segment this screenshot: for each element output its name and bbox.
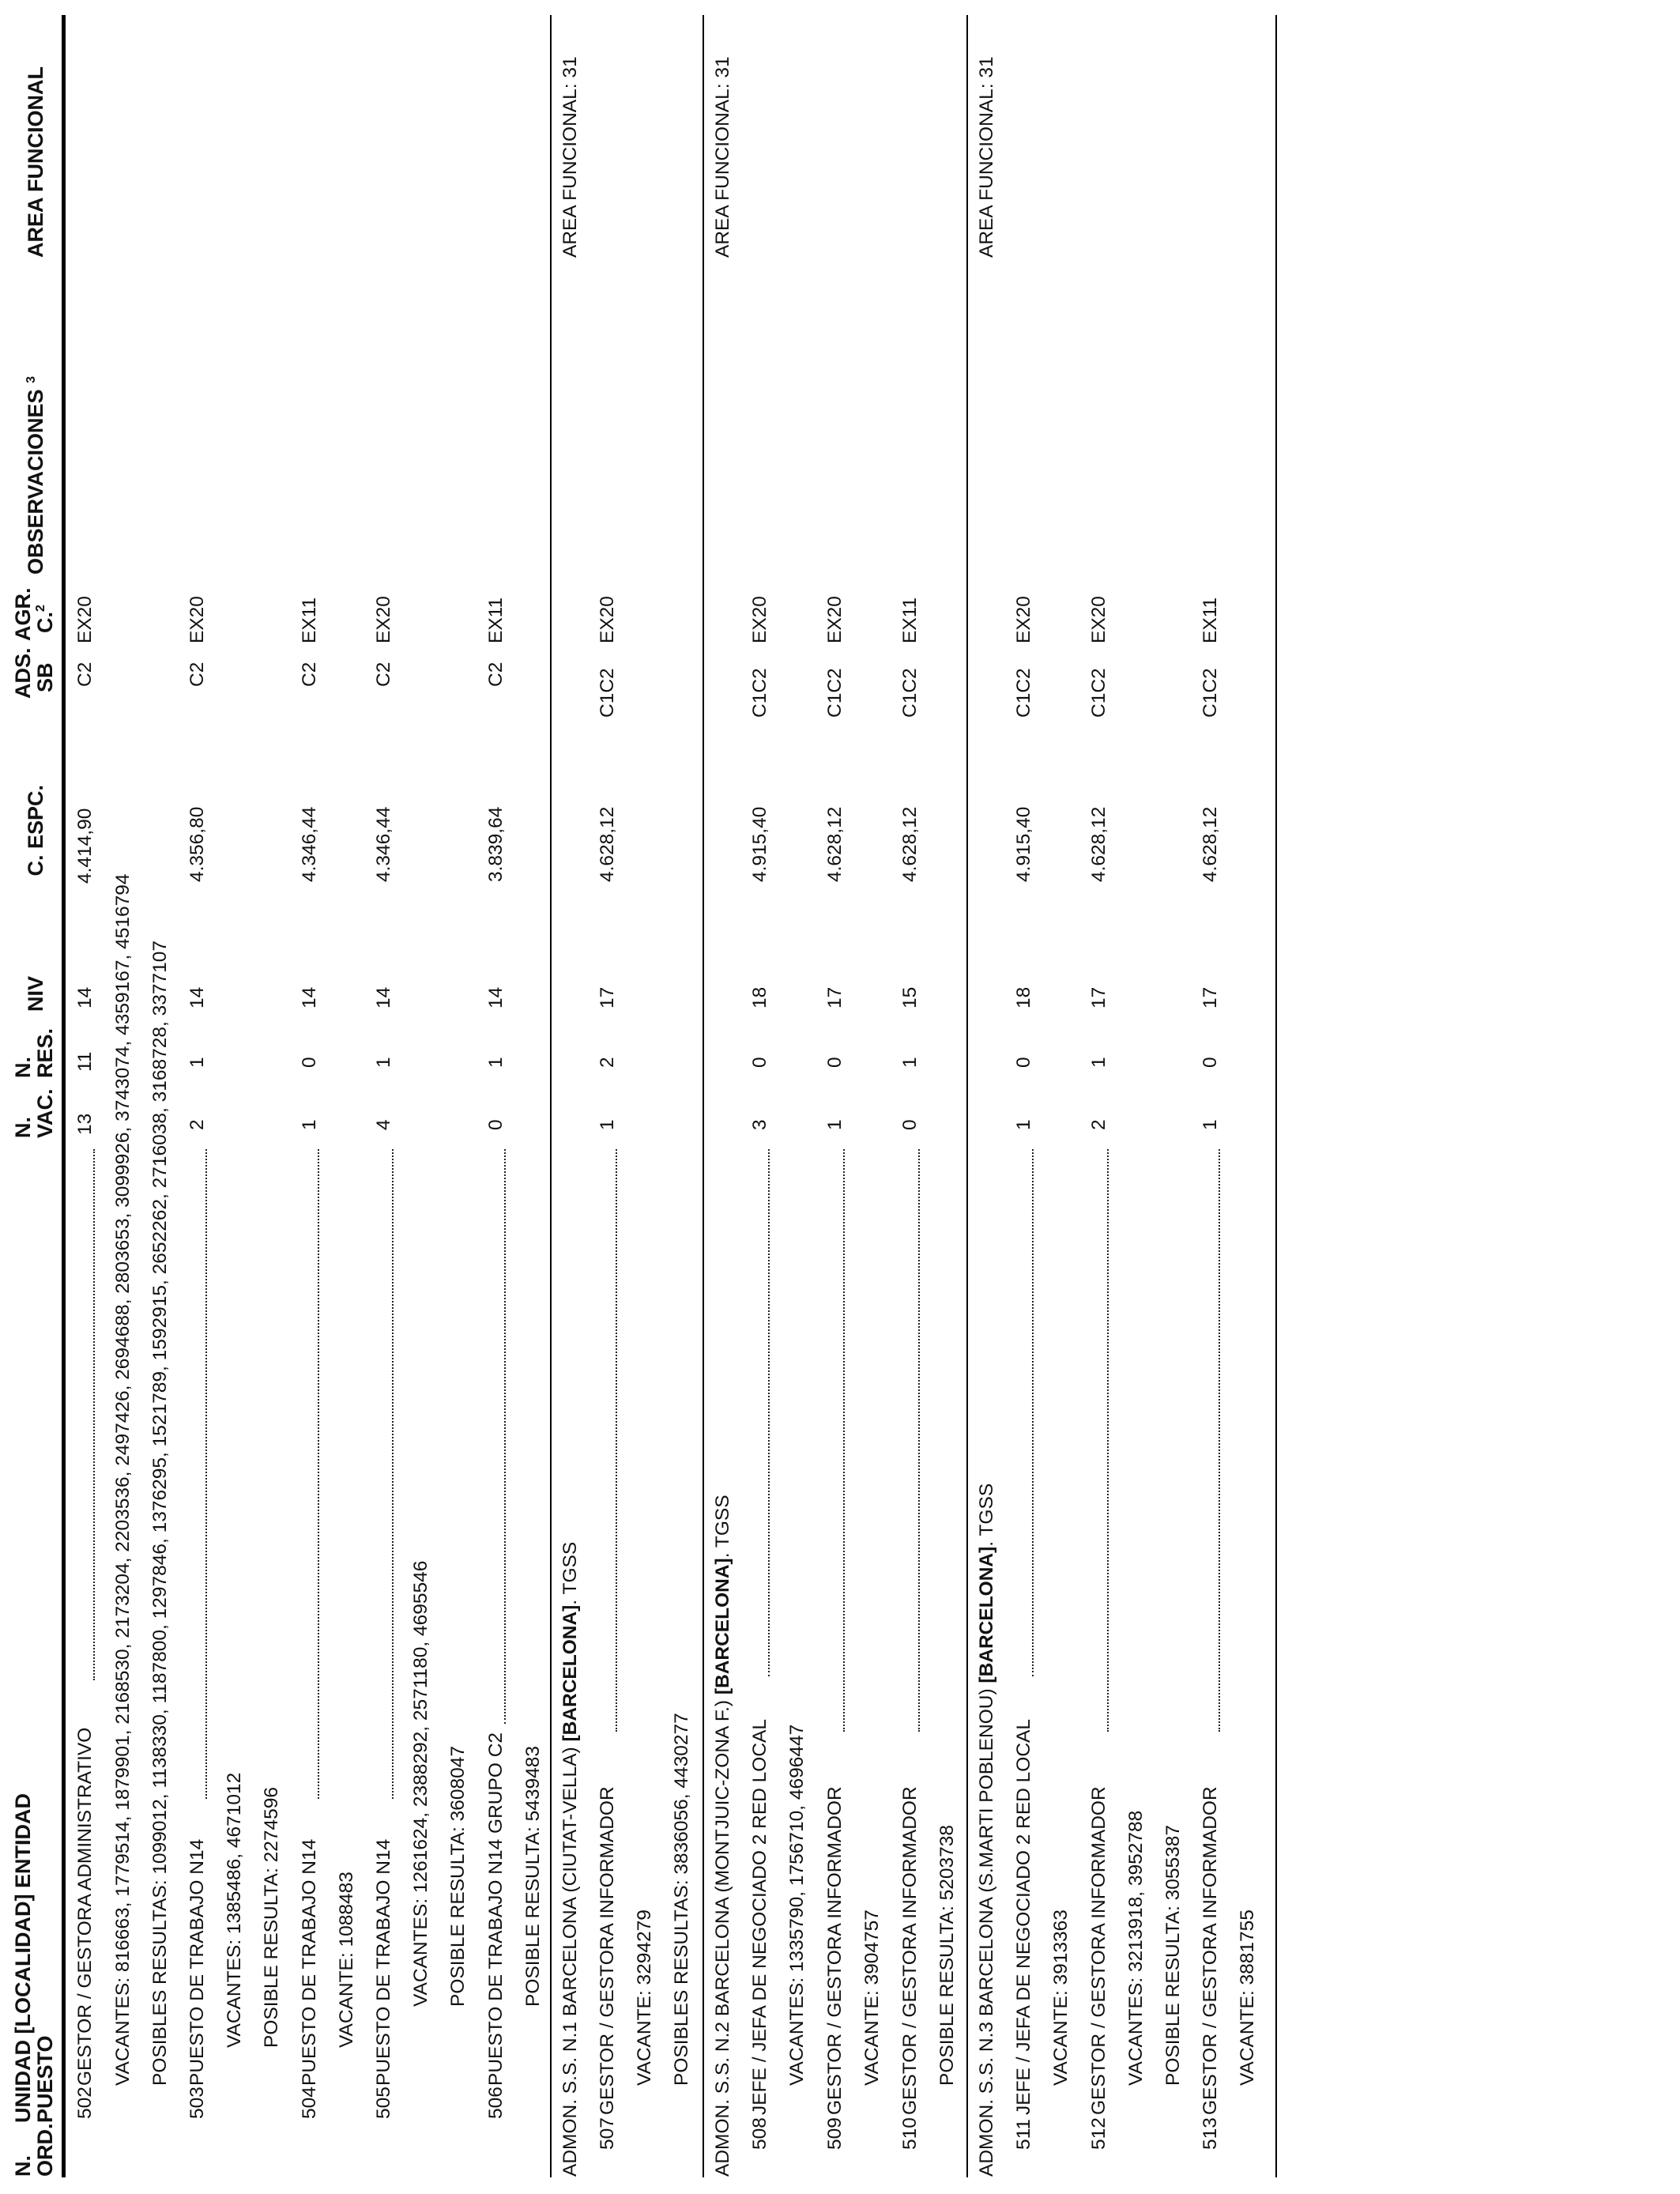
vacantes-line: VACANTE: 1088483 xyxy=(336,1872,357,2048)
row-vac: 4 xyxy=(373,1119,394,1130)
row-ads: C2 xyxy=(299,662,320,687)
row-title: JEFE / JEFA DE NEGOCIADO 2 RED LOCAL xyxy=(749,1718,770,2115)
row-ads: C1C2 xyxy=(1200,668,1221,718)
row-niv: 14 xyxy=(186,986,208,1008)
row-vac: 1 xyxy=(597,1119,618,1130)
row-title: GESTOR / GESTORA INFORMADOR xyxy=(899,1786,921,2115)
row-cesp: 4.628,12 xyxy=(597,806,618,882)
header-agr-2: C.$^2$ xyxy=(33,605,57,633)
row-title: GESTOR / GESTORA INFORMADOR xyxy=(597,1786,618,2115)
header-unidad-1: UNIDAD [LOCALIDAD] ENTIDAD xyxy=(11,1793,35,2123)
area-funcional: AREA FUNCIONAL: 31 xyxy=(559,56,581,258)
row-niv: 17 xyxy=(597,986,618,1008)
header-rule xyxy=(62,15,66,2177)
row-agr: EX20 xyxy=(749,596,770,643)
row-agr: EX11 xyxy=(1200,597,1221,643)
row-vac: 3 xyxy=(749,1119,770,1130)
posibles-line: POSIBLE RESULTA: 5203738 xyxy=(936,1824,958,2086)
header-agr-1: AGR. xyxy=(11,587,35,641)
area-funcional: AREA FUNCIONAL: 31 xyxy=(976,56,997,258)
row-ads: C1C2 xyxy=(749,668,770,718)
row-vac: 1 xyxy=(1200,1119,1221,1130)
row-agr: EX20 xyxy=(1013,596,1034,643)
vacantes-line: VACANTE: 3294279 xyxy=(634,1909,655,2086)
posibles-line: POSIBLES RESULTAS: 3836056, 4430277 xyxy=(671,1713,692,2086)
dot-leader xyxy=(768,1149,770,1676)
header-res-1: N. xyxy=(11,1057,35,1078)
row-title: GESTOR / GESTORA INFORMADOR xyxy=(1200,1786,1221,2115)
row-num: 503 xyxy=(186,2087,208,2119)
row-res: 1 xyxy=(373,1057,394,1068)
vacantes-line: VACANTES: 1261624, 2388292, 2571180, 4695546 xyxy=(410,1560,431,2007)
vacantes-line: VACANTES: 816663, 1779514, 1879901, 2168530, 2173204, 2203536, 2497426, 2694688, 2803653, 3099926, 3743074, 4359167, 4516794 xyxy=(112,873,134,2086)
row-res: 0 xyxy=(1200,1057,1221,1068)
dot-leader xyxy=(1107,1149,1109,1732)
row-title: PUESTO DE TRABAJO N14 xyxy=(373,1838,394,2086)
unit-heading: ADMON. S.S. N.3 BARCELONA (S.MARTI POBLENOU) [BARCELONA]. TGSS xyxy=(976,1483,997,2177)
row-agr: EX11 xyxy=(899,597,921,643)
vacantes-line: VACANTE: 3913363 xyxy=(1050,1909,1072,2086)
header-res-2: RES. xyxy=(33,1027,57,1078)
dot-leader xyxy=(392,1149,394,1799)
row-num: 513 xyxy=(1200,2117,1221,2150)
header-vac-2: VAC. xyxy=(33,1088,57,1138)
row-vac: 0 xyxy=(485,1119,507,1130)
row-res: 1 xyxy=(1088,1057,1109,1068)
table-end-rule xyxy=(1275,15,1277,2177)
vacantes-line: VACANTES: 3213918, 3952788 xyxy=(1125,1810,1147,2086)
row-res: 0 xyxy=(824,1057,846,1068)
row-agr: EX11 xyxy=(485,597,507,643)
dot-leader xyxy=(504,1149,506,1724)
row-num: 512 xyxy=(1088,2117,1109,2150)
row-agr: EX20 xyxy=(373,596,394,643)
section-divider xyxy=(966,15,968,2177)
row-agr: EX20 xyxy=(186,596,208,643)
row-title: GESTOR / GESTORA INFORMADOR xyxy=(1088,1786,1109,2115)
row-vac: 0 xyxy=(899,1119,921,1130)
row-title: JEFE / JEFA DE NEGOCIADO 2 RED LOCAL xyxy=(1013,1718,1034,2115)
header-niv: NIV xyxy=(24,975,47,1012)
row-num: 505 xyxy=(373,2087,394,2119)
posibles-line: POSIBLE RESULTA: 3608047 xyxy=(447,1745,469,2007)
area-funcional: AREA FUNCIONAL: 31 xyxy=(712,56,733,258)
row-cesp: 4.356,80 xyxy=(186,806,208,882)
row-vac: 13 xyxy=(74,1113,96,1135)
header-obs: OBSERVACIONES $^3$ xyxy=(24,376,47,575)
posibles-line: POSIBLE RESULTA: 2274596 xyxy=(261,1786,282,2048)
vacantes-line: VACANTES: 1385486, 4671012 xyxy=(224,1772,245,2048)
row-num: 504 xyxy=(299,2087,320,2119)
dot-leader xyxy=(205,1149,207,1799)
row-cesp: 4.628,12 xyxy=(899,806,921,882)
row-ads: C2 xyxy=(485,662,507,687)
row-res: 1 xyxy=(899,1057,921,1068)
row-cesp: 4.414,90 xyxy=(74,808,96,884)
row-title: GESTOR / GESTORA ADMINISTRATIVO xyxy=(74,1727,96,2086)
row-niv: 17 xyxy=(1200,986,1221,1008)
row-res: 2 xyxy=(597,1057,618,1068)
row-res: 1 xyxy=(485,1057,507,1068)
row-niv: 14 xyxy=(373,986,394,1008)
row-title: PUESTO DE TRABAJO N14 GRUPO C2 xyxy=(485,1732,507,2086)
row-res: 1 xyxy=(186,1057,208,1068)
vacantes-line: VACANTES: 1335790, 1756710, 4696447 xyxy=(786,1724,808,2086)
row-title: PUESTO DE TRABAJO N14 xyxy=(299,1838,320,2086)
row-res: 11 xyxy=(74,1051,96,1072)
row-num: 510 xyxy=(899,2117,921,2150)
row-ads: C2 xyxy=(186,662,208,687)
posibles-line: POSIBLE RESULTA: 5439483 xyxy=(522,1745,544,2007)
header-ord-2: ORD. xyxy=(33,2123,57,2177)
row-cesp: 4.628,12 xyxy=(1200,806,1221,882)
dot-leader xyxy=(93,1149,95,1680)
row-agr: EX20 xyxy=(824,596,846,643)
dot-leader xyxy=(1032,1149,1034,1676)
row-niv: 18 xyxy=(1013,986,1034,1008)
row-res: 0 xyxy=(299,1057,320,1068)
row-vac: 1 xyxy=(824,1119,846,1130)
dot-leader xyxy=(843,1149,845,1732)
row-vac: 2 xyxy=(186,1119,208,1130)
row-niv: 18 xyxy=(749,986,770,1008)
row-cesp: 4.346,44 xyxy=(299,806,320,882)
row-agr: EX20 xyxy=(597,596,618,643)
row-cesp: 4.915,40 xyxy=(1013,806,1034,882)
row-ads: C2 xyxy=(74,662,96,687)
row-num: 502 xyxy=(74,2087,96,2119)
header-ads-2: SB xyxy=(33,662,57,692)
dot-leader xyxy=(918,1149,920,1732)
row-niv: 14 xyxy=(299,986,320,1008)
unit-heading: ADMON. S.S. N.2 BARCELONA (MONTJUIC-ZONA F.) [BARCELONA]. TGSS xyxy=(712,1495,733,2177)
row-niv: 17 xyxy=(1088,986,1109,1008)
row-ads: C1C2 xyxy=(899,668,921,718)
header-ord-1: N. xyxy=(11,2155,35,2177)
posibles-line: POSIBLE RESULTA: 3055387 xyxy=(1162,1824,1184,2086)
row-cesp: 3.839,64 xyxy=(485,806,507,882)
row-num: 507 xyxy=(597,2117,618,2150)
row-title: PUESTO DE TRABAJO N14 xyxy=(186,1838,208,2086)
row-res: 0 xyxy=(1013,1057,1034,1068)
header-unidad-2: PUESTO xyxy=(33,2035,57,2123)
dot-leader xyxy=(318,1149,319,1799)
row-agr: EX11 xyxy=(299,597,320,643)
row-vac: 1 xyxy=(1013,1119,1034,1130)
row-niv: 17 xyxy=(824,986,846,1008)
header-cesp: C. ESPC. xyxy=(24,785,47,876)
row-agr: EX20 xyxy=(1088,596,1109,643)
row-ads: C2 xyxy=(373,662,394,687)
vacantes-line: VACANTE: 3904757 xyxy=(861,1909,883,2086)
header-ads-1: ADS. xyxy=(11,647,35,699)
row-num: 511 xyxy=(1013,2118,1034,2150)
row-vac: 2 xyxy=(1088,1119,1109,1130)
row-cesp: 4.628,12 xyxy=(1088,806,1109,882)
vacantes-line: VACANTE: 3881755 xyxy=(1237,1909,1258,2086)
row-ads: C1C2 xyxy=(824,668,846,718)
row-niv: 14 xyxy=(74,986,96,1008)
row-ads: C1C2 xyxy=(597,668,618,718)
row-num: 509 xyxy=(824,2117,846,2150)
row-num: 506 xyxy=(485,2087,507,2119)
row-res: 0 xyxy=(749,1057,770,1068)
row-vac: 1 xyxy=(299,1119,320,1130)
row-niv: 15 xyxy=(899,986,921,1008)
row-ads: C1C2 xyxy=(1088,668,1109,718)
section-divider xyxy=(703,15,704,2177)
row-ads: C1C2 xyxy=(1013,668,1034,718)
row-cesp: 4.628,12 xyxy=(824,806,846,882)
unit-heading: ADMON. S.S. N.1 BARCELONA (CIUTAT-VELLA) [BARCELONA]. TGSS xyxy=(559,1541,581,2177)
row-niv: 14 xyxy=(485,986,507,1008)
row-agr: EX20 xyxy=(74,596,96,643)
header-vac-1: N. xyxy=(11,1117,35,1138)
section-divider xyxy=(550,15,552,2177)
posibles-line: POSIBLES RESULTAS: 1099012, 1138330, 1187800, 1297846, 1376295, 1521789, 1592915, 2652262, 2716038, 3168728, 3377107 xyxy=(149,940,171,2086)
header-area: AREA FUNCIONAL xyxy=(24,66,47,258)
row-cesp: 4.915,40 xyxy=(749,806,770,882)
dot-leader xyxy=(616,1149,617,1732)
row-num: 508 xyxy=(749,2117,770,2150)
row-title: GESTOR / GESTORA INFORMADOR xyxy=(824,1786,846,2115)
row-cesp: 4.346,44 xyxy=(373,806,394,882)
dot-leader xyxy=(1219,1149,1220,1732)
